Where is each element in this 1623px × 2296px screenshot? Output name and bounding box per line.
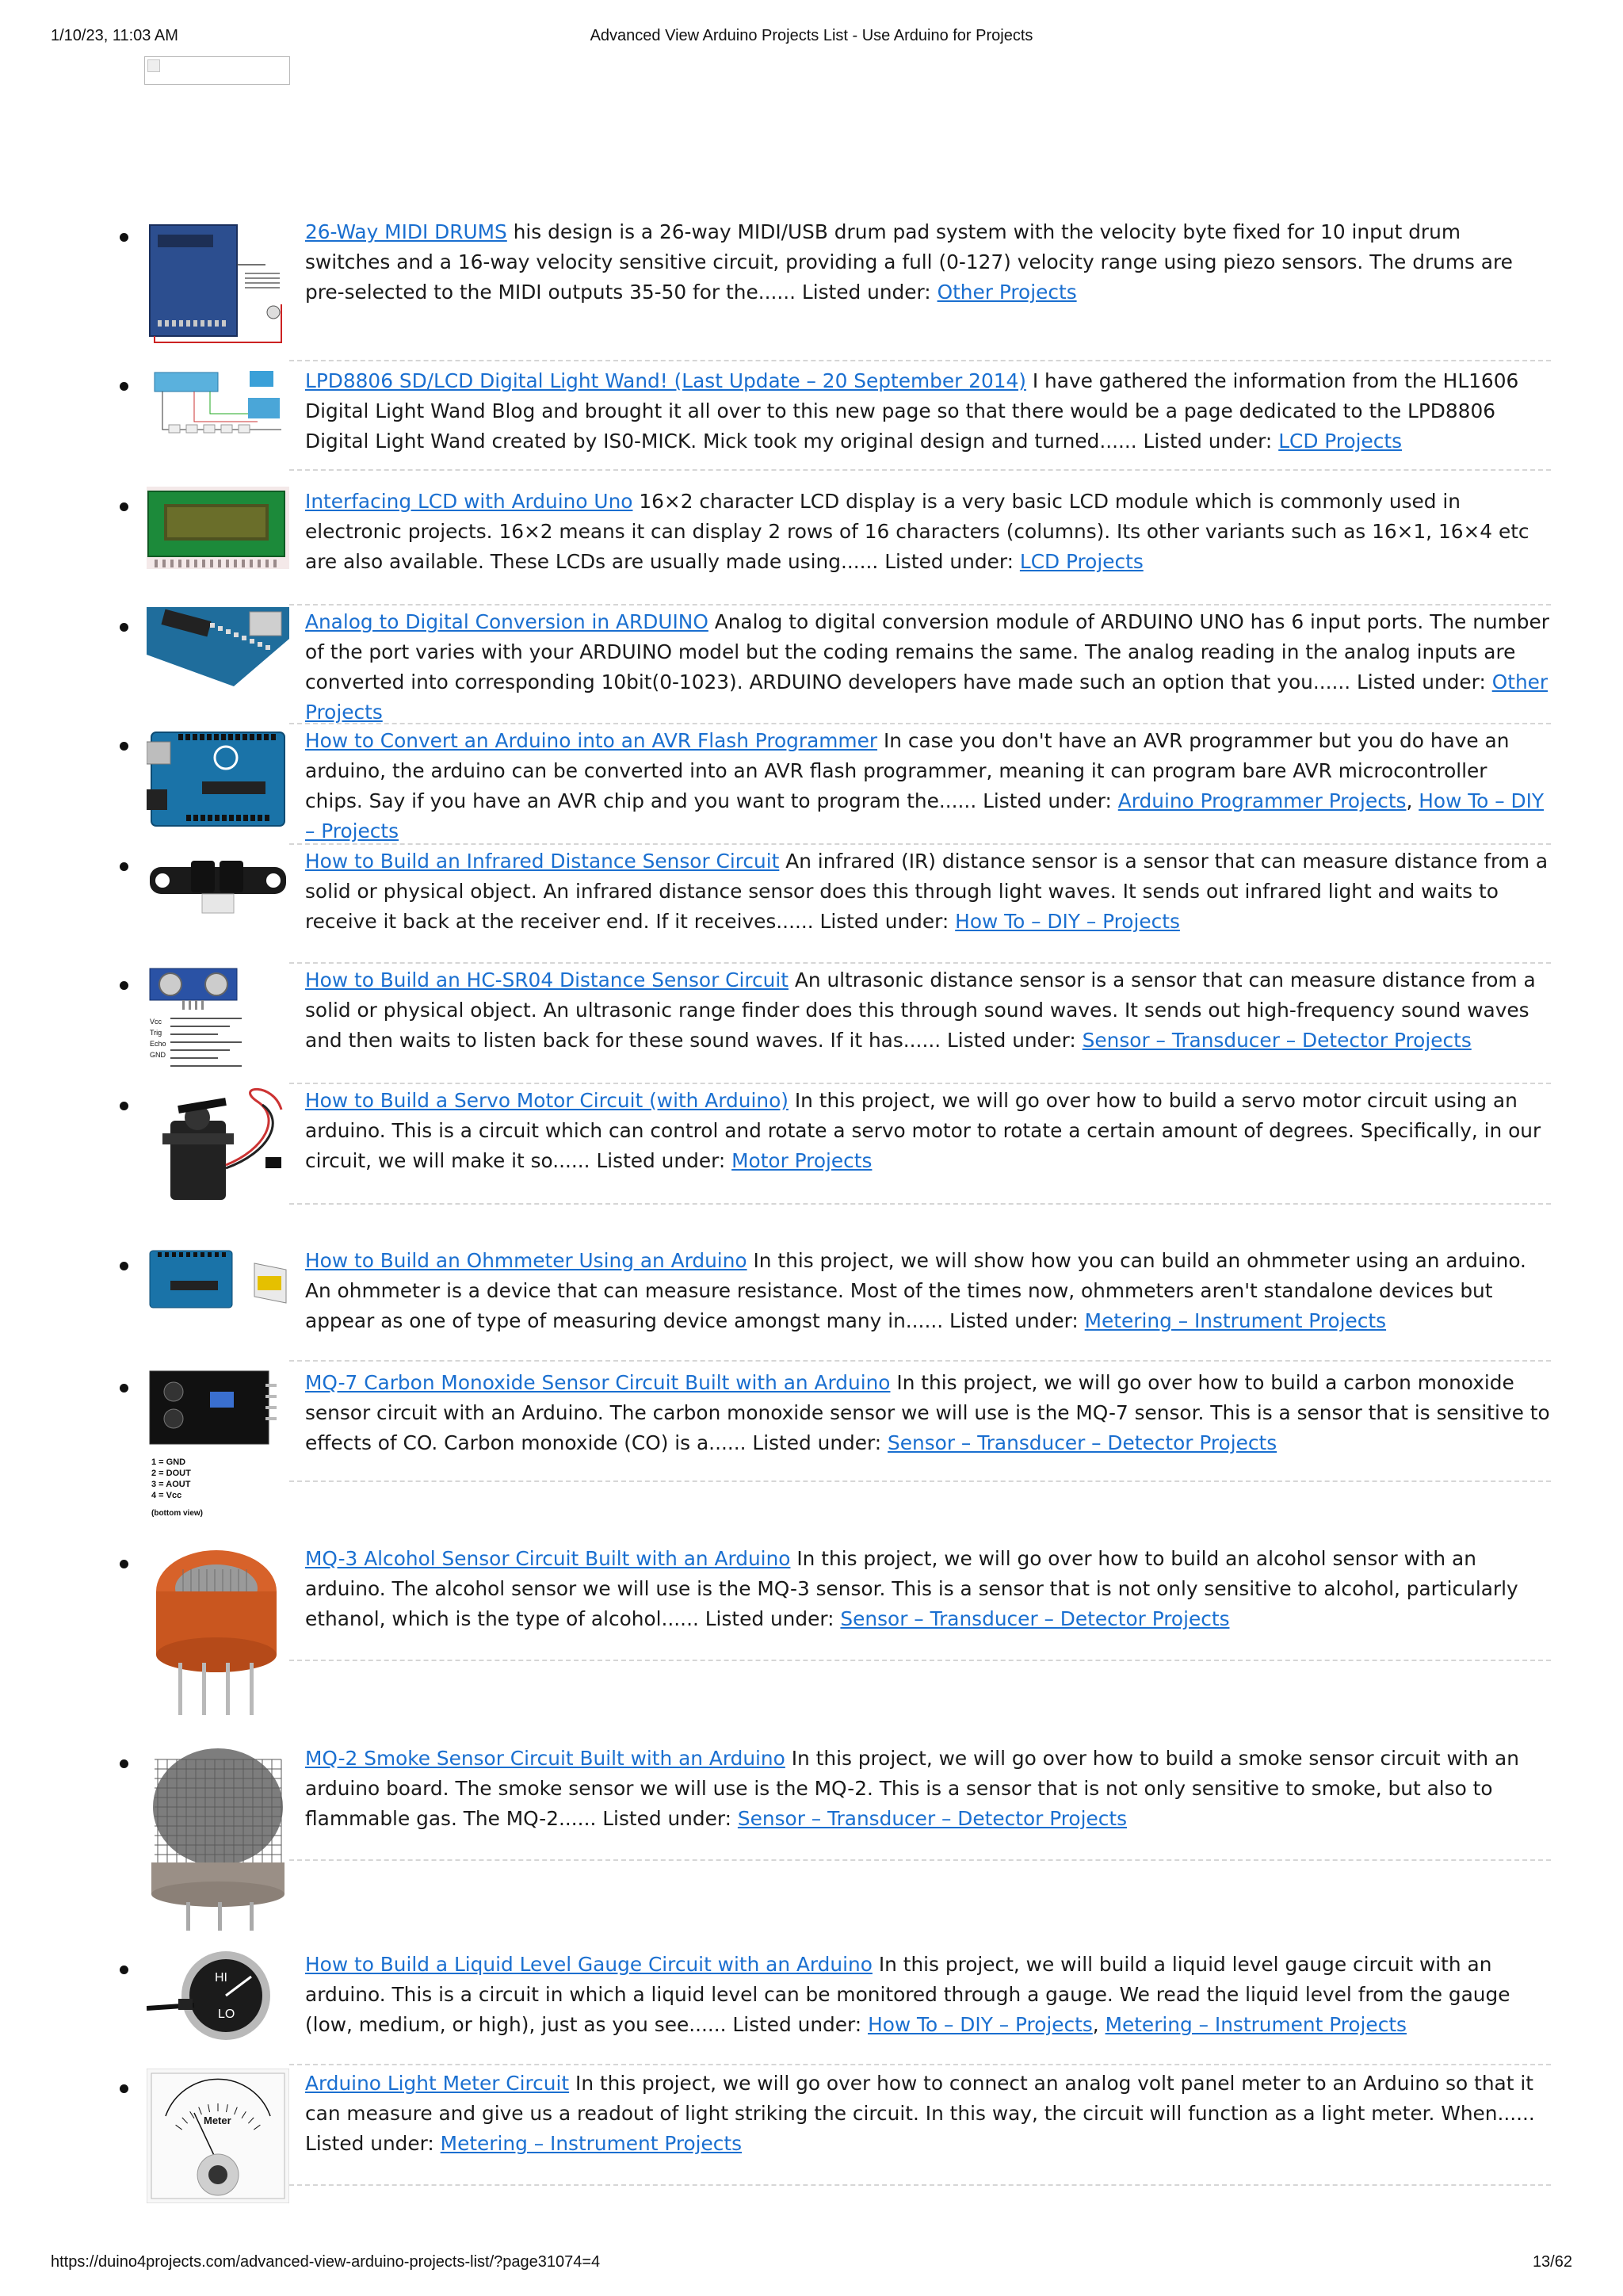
project-title-link[interactable]: MQ-3 Alcohol Sensor Circuit Built with an Arduino xyxy=(305,1547,791,1570)
project-description: An ultrasonic distance sensor is a sensor that can measure distance from a solid or physical object. An ultrasonic range finder does this through sound waves. It sends out high-frequency sound waves and then waits to listen back for these sound waves. If it has...... xyxy=(305,968,1536,1052)
category-link[interactable]: LCD Projects xyxy=(1019,550,1144,573)
item-divider xyxy=(289,1660,1551,1661)
item-divider xyxy=(289,962,1551,964)
project-description: In this project, we will show how you can build an ohmmeter using an arduino. An ohmmeter is a device that can measure resistance. Most of the times now, ohmmeters aren't standalone devices but appear as one of type of measuring device amongst many in...... xyxy=(305,1249,1526,1332)
listed-under-label: Listed under: xyxy=(732,2013,862,2036)
project-title-link[interactable]: Arduino Light Meter Circuit xyxy=(305,2072,570,2095)
project-thumbnail-ir-sensor[interactable] xyxy=(147,846,289,940)
list-bullet xyxy=(120,1384,128,1392)
category-link[interactable]: Other Projects xyxy=(305,670,1549,724)
print-datetime: 1/10/23, 11:03 AM xyxy=(51,27,178,44)
project-entry-text xyxy=(305,217,1551,308)
list-bullet xyxy=(120,1262,128,1270)
category-link[interactable]: Motor Projects xyxy=(731,1149,873,1172)
item-divider xyxy=(289,2064,1551,2065)
list-bullet xyxy=(120,1560,128,1568)
project-description: Analog to digital conversion module of ARDUINO UNO has 6 input ports. The number of the port varies with your ARDUINO model but the coding remains the same. The analog reading in the analog inputs are converted into corresponding 10bit(0-1023). ARDUINO developers have made such an option that you...... xyxy=(305,610,1549,693)
category-link[interactable]: How To – DIY – Projects xyxy=(868,2013,1093,2036)
project-description: In this project, we will go over how to build a smoke sensor circuit with an arduino board. The smoke sensor we will use is the MQ-2. This is a sensor that is not only sensitive to smoke, but also to flammable gas. The MQ-2...... xyxy=(305,1747,1519,1830)
project-title-link[interactable]: 26-Way MIDI DRUMS xyxy=(305,220,507,243)
project-thumbnail-mq2-sensor[interactable] xyxy=(147,1744,289,1932)
item-divider xyxy=(289,843,1551,845)
hcsr04-pin-echo: Echo xyxy=(150,1040,166,1048)
category-link[interactable]: Metering – Instrument Projects xyxy=(440,2132,743,2155)
project-entry-text: How to Convert an Arduino into an AVR Flash Programmer In case you don't have an AVR programmer but you do have an arduino, the arduino can be converted into an AVR flash programmer, meaning it can program bare AVR microcontroller chips. Say if you have an AVR chip and you want to program the...... Listed under: Arduino Programmer Projects, How To – DIY – Projects xyxy=(305,729,1545,842)
print-url: https://duino4projects.com/advanced-view-arduino-projects-list/?page31074=4 xyxy=(51,2253,601,2271)
list-bullet xyxy=(120,2084,128,2093)
project-title-link[interactable]: Analog to Digital Conversion in ARDUINO xyxy=(305,610,708,633)
list-bullet xyxy=(120,233,128,242)
project-title-link[interactable]: How to Build a Liquid Level Gauge Circuit with an Arduino xyxy=(305,1953,873,1976)
project-thumbnail-lcd-16x2[interactable] xyxy=(147,487,289,569)
project-title-link[interactable]: Interfacing LCD with Arduino Uno xyxy=(305,490,633,513)
project-description: In case you don't have an AVR programmer but you do have an arduino, the arduino can be converted into an AVR flash programmer, meaning it can program bare AVR microcontroller chips. Say if you have an AVR chip and you want to program the...... xyxy=(305,729,1510,812)
print-page-title: Advanced View Arduino Projects List - Use Arduino for Projects xyxy=(590,27,1033,44)
category-link[interactable]: Metering – Instrument Projects xyxy=(1105,2013,1407,2036)
project-title-link[interactable]: MQ-2 Smoke Sensor Circuit Built with an Arduino xyxy=(305,1747,785,1770)
list-bullet xyxy=(120,742,128,751)
project-thumbnail-light-wand-wiring[interactable] xyxy=(147,366,289,439)
project-description: An infrared (IR) distance sensor is a sensor that can measure distance from a solid or physical object. An infrared distance sensor does this through light waves. It sends out infrared light and waits to receive it back at the receiver end. If it receives...... xyxy=(305,850,1549,933)
list-bullet xyxy=(120,502,128,511)
project-entry-text xyxy=(305,2069,1551,2159)
mq7-view-caption: (bottom view) xyxy=(151,1509,203,1518)
project-entry-text xyxy=(305,965,1551,1056)
print-header xyxy=(51,27,1572,51)
listed-under-label: Listed under: xyxy=(949,1309,1079,1332)
category-link[interactable]: Other Projects xyxy=(937,281,1077,304)
project-entry-text xyxy=(305,846,1551,937)
project-thumbnail-arduino-board[interactable] xyxy=(147,726,289,827)
hcsr04-pin-trig: Trig xyxy=(150,1029,162,1037)
project-title-link[interactable]: How to Build an Infrared Distance Sensor Circuit xyxy=(305,850,780,873)
meter-face-label: Meter xyxy=(204,2115,231,2126)
project-thumbnail-panel-meter[interactable] xyxy=(147,2069,289,2203)
listed-under-label: Listed under: xyxy=(801,281,931,304)
list-bullet xyxy=(120,1966,128,1974)
item-divider xyxy=(289,1360,1551,1362)
project-entry-text xyxy=(305,1744,1551,1834)
project-thumbnail-level-gauge[interactable] xyxy=(147,1950,289,2045)
project-entry-text xyxy=(305,1368,1551,1458)
item-divider xyxy=(289,1859,1551,1861)
project-description: In this project, we will build a liquid level gauge circuit with an arduino. This is a circuit in which a liquid level can be monitored through a gauge. We read the liquid level from the gauge (low, medium, or high), just as you see...... xyxy=(305,1953,1510,2036)
list-bullet xyxy=(120,382,128,391)
project-title-link[interactable]: How to Build an HC-SR04 Distance Sensor Circuit xyxy=(305,968,789,991)
category-link[interactable]: LCD Projects xyxy=(1278,430,1403,453)
listed-under-label: Listed under: xyxy=(1143,430,1273,453)
item-divider xyxy=(289,723,1551,724)
item-divider xyxy=(289,360,1551,361)
hcsr04-pin-vcc: Vcc xyxy=(150,1018,162,1026)
hcsr04-pin-gnd: GND xyxy=(150,1051,166,1059)
project-thumbnail-mq3-sensor[interactable] xyxy=(147,1544,289,1723)
gauge-lo-label: LO xyxy=(218,2008,235,2021)
project-description: In this project, we will go over how to build a servo motor circuit using an arduino. This is a circuit which can control and rotate a servo motor to rotate a certain amount of degrees. Specifically, in our circuit, we will make it so...... xyxy=(305,1089,1541,1172)
item-divider xyxy=(289,469,1551,471)
listed-under-label: Listed under: xyxy=(752,1431,882,1454)
project-title-link[interactable]: How to Convert an Arduino into an AVR Flash Programmer xyxy=(305,729,878,752)
print-footer xyxy=(51,2253,1572,2277)
category-link[interactable]: Metering – Instrument Projects xyxy=(1084,1309,1387,1332)
item-divider xyxy=(289,604,1551,606)
list-bullet xyxy=(120,1102,128,1110)
listed-under-label: Listed under: xyxy=(819,910,949,933)
project-entry-text xyxy=(305,1544,1551,1634)
project-title-link[interactable]: MQ-7 Carbon Monoxide Sensor Circuit Built with an Arduino xyxy=(305,1371,891,1394)
listed-under-label: Listed under: xyxy=(596,1149,726,1172)
project-description: his design is a 26-way MIDI/USB drum pad system with the velocity byte fixed for 10 input drum switches and a 16-way velocity sensitive circuit, providing a full (0-127) velocity range using piezo sensors. The drums are pre-selected to the MIDI outputs 35-50 for the...... xyxy=(305,220,1513,304)
project-entry-text xyxy=(305,1246,1551,1336)
project-description: In this project, we will go over how to build an alcohol sensor with an arduino. The alcohol sensor we will use is the MQ-3 sensor. This is a sensor that is not only sensitive to alcohol, particularly ethanol, which is the type of alcohol...... xyxy=(305,1547,1518,1630)
print-page-number: 13/62 xyxy=(1532,2253,1572,2271)
item-divider xyxy=(289,2184,1551,2186)
project-thumbnail-arduino-board-angle[interactable] xyxy=(147,607,289,686)
listed-under-label: Listed under: xyxy=(305,2132,434,2155)
listed-under-label: Listed under: xyxy=(884,550,1014,573)
project-description: In this project, we will go over how to connect an analog volt panel meter to an Arduino so that it can measure and give us a readout of light striking the circuit. In this way, the circuit will function as a light meter. When...... xyxy=(305,2072,1535,2125)
project-description: 16×2 character LCD display is a very basic LCD module which is commonly used in electronic projects. 16×2 means it can display 2 rows of 16 characters (columns). Its other variants such as 16×1, 16×4 etc are also available. These LCDs are usually made using...... xyxy=(305,490,1529,573)
site-logo-broken-image-icon[interactable] xyxy=(144,56,290,85)
project-title-link[interactable]: How to Build an Ohmmeter Using an Arduino xyxy=(305,1249,747,1272)
list-bullet xyxy=(120,981,128,990)
list-bullet xyxy=(120,1759,128,1768)
project-description: I have gathered the information from the HL1606 Digital Light Wand Blog and brought it all over to this new page so that there would be a page dedicated to the LPD8806 Digital Light Wand created by IS0-MICK. Mick took my original design and turned...... xyxy=(305,369,1519,453)
item-divider xyxy=(289,1480,1551,1482)
listed-under-label: Listed under: xyxy=(946,1029,1076,1052)
project-description: In this project, we will go over how to build a carbon monoxide sensor circuit with an Arduino. The carbon monoxide sensor we will use is the MQ-7 sensor. This is a sensor that is sensitive to effects of CO. Carbon monoxide (CO) is a...... xyxy=(305,1371,1550,1454)
project-thumbnail-ohmmeter[interactable] xyxy=(147,1246,289,1312)
listed-under-label: Listed under: xyxy=(705,1607,834,1630)
item-divider xyxy=(289,1083,1551,1084)
list-bullet xyxy=(120,623,128,632)
list-bullet xyxy=(120,862,128,871)
project-title-link[interactable]: LPD8806 SD/LCD Digital Light Wand! (Last Update – 20 September 2014) xyxy=(305,369,1026,392)
project-thumbnail-servo-motor[interactable] xyxy=(147,1086,289,1228)
mq7-pin-legend-2: 2 = DOUT xyxy=(151,1469,191,1478)
project-entry-text: How to Build a Liquid Level Gauge Circuit with an Arduino In this project, we will build a liquid level gauge circuit with an arduino. This is a circuit in which a liquid level can be monitored through a gauge. We read the liquid level from the gauge (low, medium, or high), just as you see...... Listed under: How To – DIY – Projects, Metering – Instrument Projects xyxy=(305,1953,1510,2036)
project-entry-text xyxy=(305,366,1551,457)
category-link[interactable]: Arduino Programmer Projects xyxy=(1117,789,1407,812)
mq7-pin-legend-3: 3 = AOUT xyxy=(151,1480,191,1489)
item-divider xyxy=(289,1203,1551,1205)
mq7-pin-legend-4: 4 = Vcc xyxy=(151,1491,182,1500)
project-thumbnail-hc-sr04[interactable] xyxy=(147,965,289,1076)
category-link[interactable]: Sensor – Transducer – Detector Projects xyxy=(1082,1029,1472,1052)
listed-under-label: Listed under: xyxy=(1357,670,1486,693)
category-link[interactable]: Sensor – Transducer – Detector Projects xyxy=(888,1431,1277,1454)
category-link[interactable]: Sensor – Transducer – Detector Projects xyxy=(840,1607,1230,1630)
category-link[interactable]: How To – DIY – Projects xyxy=(955,910,1180,933)
listed-under-label: Listed under: xyxy=(983,789,1112,812)
category-link[interactable]: How To – DIY – Projects xyxy=(305,789,1545,842)
project-entry-text xyxy=(305,607,1551,728)
gauge-hi-label: HI xyxy=(215,1971,227,1985)
project-entry-text xyxy=(305,487,1551,577)
project-thumbnail-midi-drums-circuit[interactable] xyxy=(147,217,289,347)
project-thumbnail-mq7-module[interactable] xyxy=(147,1368,289,1526)
mq7-pin-legend-1: 1 = GND xyxy=(151,1457,186,1467)
category-link[interactable]: Sensor – Transducer – Detector Projects xyxy=(737,1807,1127,1830)
project-entry-text xyxy=(305,1086,1551,1176)
listed-under-label: Listed under: xyxy=(602,1807,732,1830)
project-title-link[interactable]: How to Build a Servo Motor Circuit (with Arduino) xyxy=(305,1089,789,1112)
